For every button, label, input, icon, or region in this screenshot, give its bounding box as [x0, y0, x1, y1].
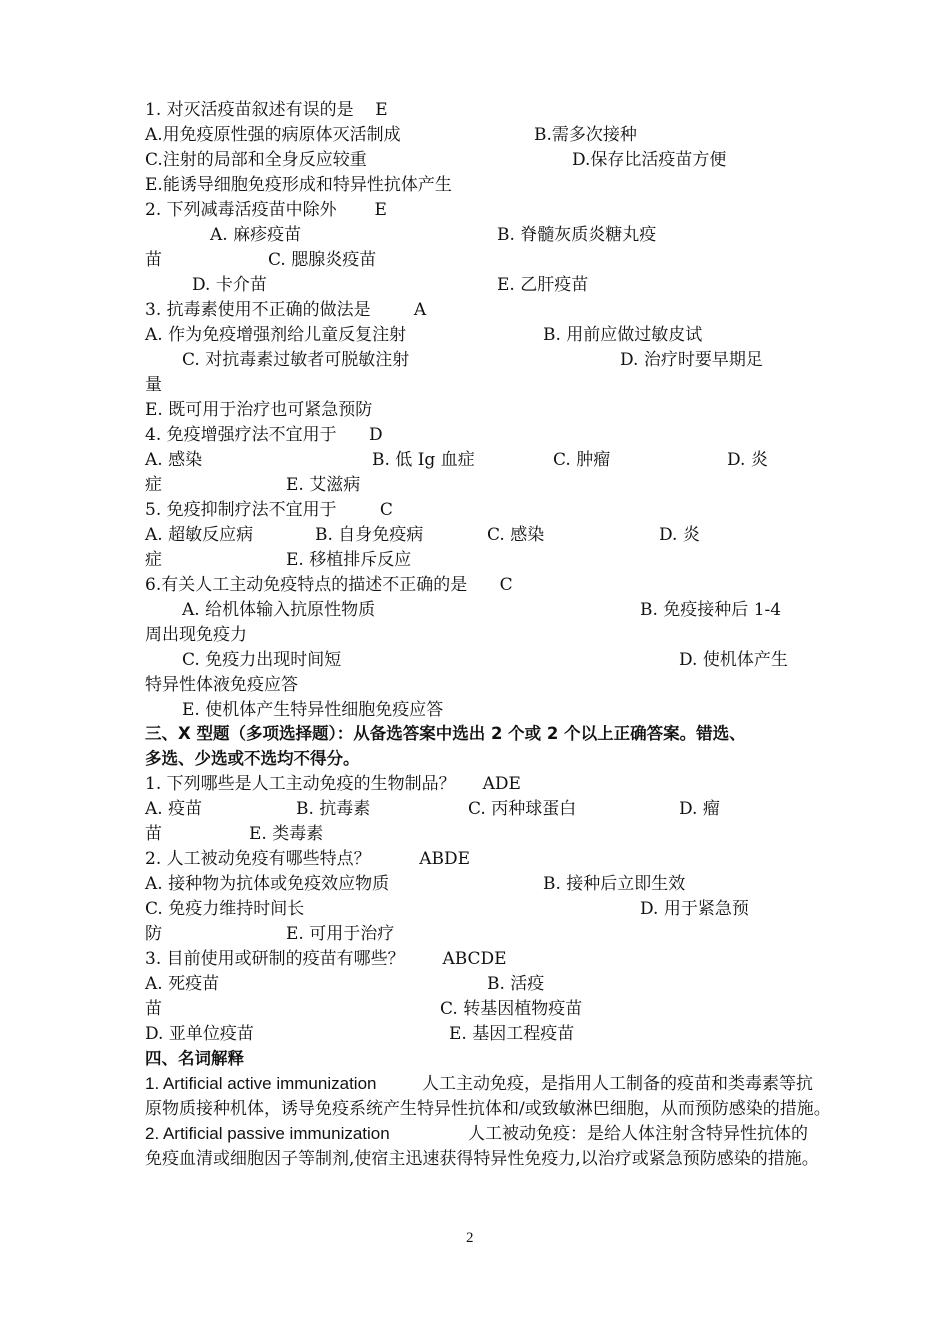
text-line: 5. 免疫抑制疗法不宜用于 C	[145, 500, 393, 520]
text-line: 1. Artificial active immunization	[145, 1074, 377, 1093]
text-line: A. 疫苗	[145, 799, 203, 819]
text-line: 2. Artificial passive immunization	[145, 1124, 390, 1143]
text-line: A. 超敏反应病	[145, 525, 254, 545]
text-line: E.能诱导细胞免疫形成和特异性抗体产生	[145, 175, 452, 195]
text-line: C. 免疫力维持时间长	[145, 899, 305, 919]
text-line: D. 使机体产生	[679, 650, 788, 670]
text-line: 2. 下列减毒活疫苗中除外 E	[145, 200, 387, 220]
text-line: 3. 抗毒素使用不正确的做法是 A	[145, 300, 427, 320]
text-line: 6.有关人工主动免疫特点的描述不正确的是 C	[145, 575, 513, 595]
text-line: B. 用前应做过敏皮试	[543, 325, 703, 345]
text-line: C. 感染	[487, 525, 545, 545]
text-line: E. 类毒素	[249, 824, 324, 844]
text-line: B. 自身免疫病	[315, 525, 424, 545]
text-line: D. 炎	[659, 525, 700, 545]
text-line: B. 低 Ig 血症	[372, 450, 475, 470]
text-line: 症	[145, 550, 162, 570]
text-line: 1. 对灭活疫苗叙述有误的是 E	[145, 100, 388, 120]
section-heading: 四、名词解释	[145, 1049, 244, 1068]
text-line: A. 死疫苗	[145, 974, 220, 994]
text-line: E. 移植排斥反应	[286, 550, 412, 570]
text-line: 3. 目前使用或研制的疫苗有哪些？ ABCDE	[145, 949, 507, 969]
text-line: A. 给机体输入抗原性物质	[182, 600, 376, 620]
text-line: C. 腮腺炎疫苗	[268, 250, 377, 270]
text-line: E. 可用于治疗	[286, 924, 395, 944]
section-heading: 多选、少选或不选均不得分。	[145, 749, 360, 768]
text-line: C. 免疫力出现时间短	[182, 650, 342, 670]
text-line: A. 感染	[145, 450, 203, 470]
text-line: 免疫血清或细胞因子等制剂,使宿主迅速获得特异性免疫力,以治疗或紧急预防感染的措施。	[145, 1149, 819, 1169]
text-line: B. 活疫	[487, 974, 545, 994]
text-line: B. 脊髓灰质炎糖丸疫	[497, 225, 657, 245]
text-line: B.需多次接种	[534, 125, 637, 145]
text-line: 苗	[145, 824, 162, 844]
text-line: D. 用于紧急预	[640, 899, 749, 919]
text-line: 2. 人工被动免疫有哪些特点？ ABDE	[145, 849, 471, 869]
text-line: 苗	[145, 999, 162, 1019]
text-line: 苗	[145, 250, 162, 270]
text-line: 人工被动免疫：是给人体注射含特异性抗体的	[468, 1124, 808, 1144]
text-line: A.用免疫原性强的病原体灭活制成	[145, 125, 401, 145]
text-line: C. 肿瘤	[553, 450, 611, 470]
text-line: E. 既可用于治疗也可紧急预防	[145, 400, 373, 420]
text-line: B. 免疫接种后 1-4	[640, 600, 782, 620]
text-line: 防	[145, 924, 162, 944]
text-line: D. 炎	[727, 450, 768, 470]
text-line: B. 接种后立即生效	[543, 874, 686, 894]
text-line: C. 转基因植物疫苗	[440, 999, 583, 1019]
text-line: A. 作为免疫增强剂给儿童反复注射	[145, 325, 407, 345]
text-line: 周出现免疫力	[145, 625, 247, 645]
text-line: 特异性体液免疫应答	[145, 675, 298, 695]
text-line: E. 艾滋病	[286, 475, 361, 495]
text-line: A. 接种物为抗体或免疫效应物质	[145, 874, 390, 894]
text-line: E. 基因工程疫苗	[449, 1024, 575, 1044]
text-line: D. 瘤	[679, 799, 720, 819]
text-line: E. 使机体产生特异性细胞免疫应答	[182, 700, 444, 720]
section-heading: 三、X 型题（多项选择题）：从备选答案中选出 2 个或 2 个以上正确答案。错选、	[145, 724, 746, 743]
text-line: 人工主动免疫，是指用人工制备的疫苗和类毒素等抗	[422, 1074, 813, 1094]
text-line: A. 麻疹疫苗	[210, 225, 302, 245]
text-line: D. 卡介苗	[192, 275, 267, 295]
text-line: 1. 下列哪些是人工主动免疫的生物制品？ ADE	[145, 774, 521, 794]
text-line: 量	[145, 375, 162, 395]
text-line: 4. 免疫增强疗法不宜用于 D	[145, 425, 383, 445]
text-line: C. 丙种球蛋白	[468, 799, 577, 819]
page-number: 2	[466, 1230, 474, 1246]
text-line: D.保存比活疫苗方便	[572, 150, 727, 170]
text-line: 原物质接种机体，诱导免疫系统产生特异性抗体和/或致敏淋巴细胞，从而预防感染的措施。	[145, 1099, 831, 1119]
text-line: D. 治疗时要早期足	[620, 350, 763, 370]
text-line: C. 对抗毒素过敏者可脱敏注射	[182, 350, 410, 370]
text-line: C.注射的局部和全身反应较重	[145, 150, 367, 170]
text-line: B. 抗毒素	[296, 799, 371, 819]
text-line: 症	[145, 475, 162, 495]
text-line: D. 亚单位疫苗	[145, 1024, 254, 1044]
text-line: E. 乙肝疫苗	[497, 275, 589, 295]
